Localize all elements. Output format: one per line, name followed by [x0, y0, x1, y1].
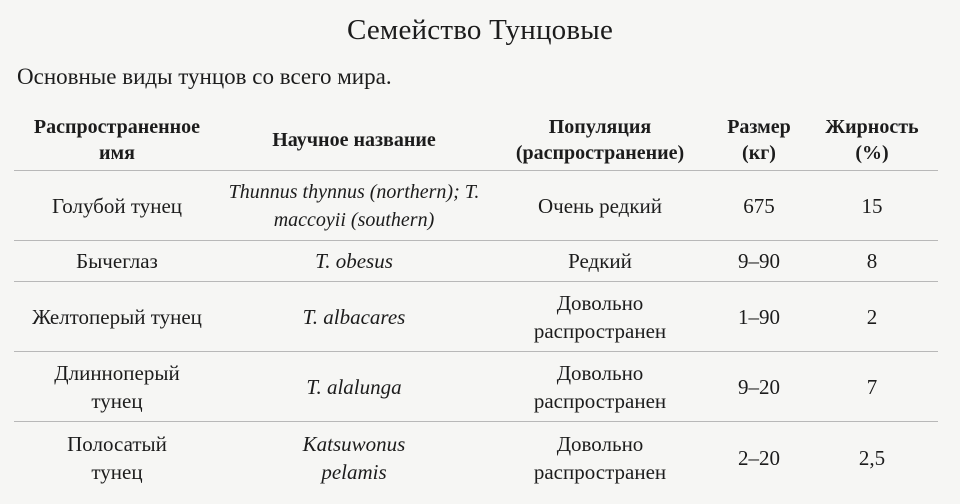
cell-scientific-name: T. albacares: [302, 304, 406, 329]
cell-population: Довольно распространен: [533, 432, 667, 484]
table-header: [14, 112, 938, 168]
page-title: Семейство Тунцовые: [346, 14, 614, 46]
table-row: [14, 241, 938, 281]
cell-common-name: Полосатый тунец: [67, 432, 167, 484]
cell-size: 675: [743, 193, 775, 218]
cell-population: Довольно распространен: [533, 360, 667, 413]
cell-scientific-name: T. obesus: [315, 249, 393, 273]
table-row: [14, 422, 938, 494]
cell-population: Редкий: [568, 249, 632, 273]
cell-common-name: Бычеглаз: [76, 249, 158, 273]
table-row: [14, 171, 938, 240]
cell-common-name: Голубой тунец: [51, 193, 183, 218]
cell-fat: 2: [866, 304, 878, 329]
cell-fat: 15: [861, 193, 883, 218]
cell-scientific-name: Thunnus thynnus (northern); T. maccoyii (southern): [228, 180, 480, 231]
cell-fat: 8: [866, 249, 878, 273]
cell-scientific-name: Katsuwonus pelamis: [302, 432, 406, 484]
cell-common-name: Длинноперый тунец: [54, 360, 180, 413]
table-row: [14, 282, 938, 351]
cell-size: 9–90: [738, 249, 780, 273]
header-fat: Жирность (%): [825, 116, 919, 164]
header-population: Популяция (распространение): [515, 116, 685, 164]
cell-population: Очень редкий: [537, 193, 663, 218]
cell-fat: 2,5: [858, 446, 886, 470]
cell-scientific-name: T. alalunga: [306, 374, 402, 399]
header-size: Размер (кг): [727, 116, 791, 164]
page-subtitle: Основные виды тунцов со всего мира.: [17, 64, 392, 89]
cell-population: Довольно распространен: [533, 290, 667, 343]
cell-size: 1–90: [738, 304, 780, 329]
cell-size: 9–20: [738, 374, 780, 399]
cell-fat: 7: [866, 374, 878, 399]
header-scientific-name: Научное название: [272, 129, 436, 151]
header-common-name: Распространенное имя: [33, 116, 201, 164]
cell-common-name: Желтоперый тунец: [32, 304, 202, 329]
table-row: [14, 352, 938, 421]
cell-size: 2–20: [738, 446, 780, 470]
